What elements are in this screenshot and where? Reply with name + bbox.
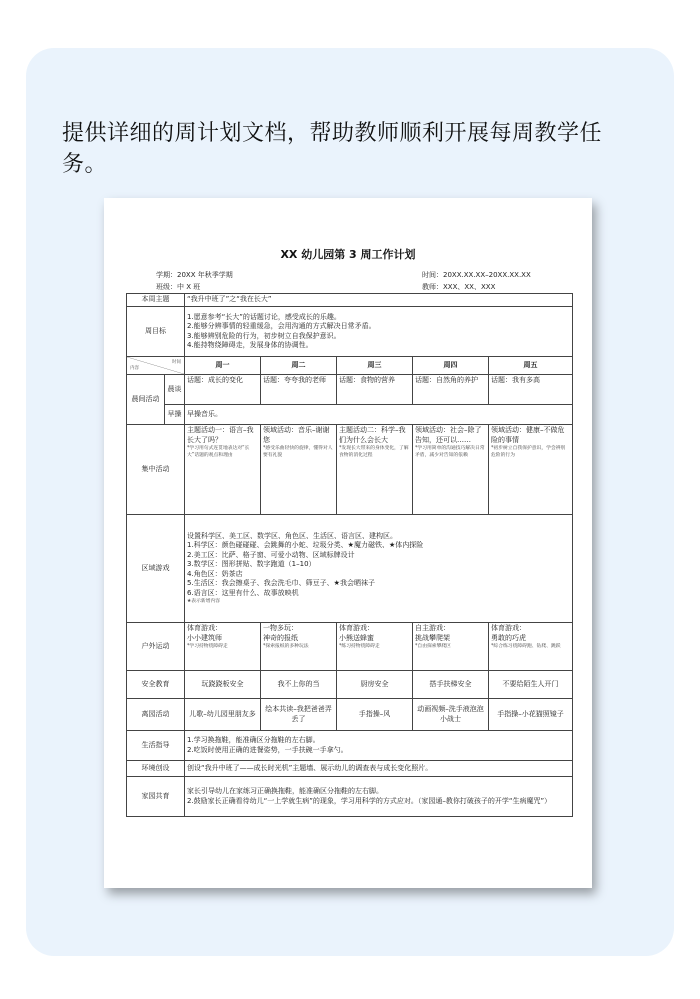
outdoor-kind: 体育游戏： bbox=[187, 624, 222, 632]
outdoor-cell bbox=[185, 623, 261, 671]
activity-note: *学习用简单的沟通技巧解决日常矛盾，减少对告知的依赖 bbox=[415, 446, 485, 458]
theme-row bbox=[127, 294, 573, 307]
leaving-row bbox=[127, 699, 573, 731]
leaving-cell: 绘本共读–我把爸爸弄丢了 bbox=[261, 699, 337, 731]
morning-talk-row bbox=[127, 375, 573, 405]
safety-row bbox=[127, 671, 573, 699]
time-axis-label: 时间 bbox=[172, 360, 181, 365]
activity-note: *发现长大带来的身体变化，了解食物的消化过程 bbox=[339, 446, 409, 458]
weekly-plan-table bbox=[126, 293, 573, 817]
talk-cell: 话题：食物的营养 bbox=[337, 375, 413, 405]
goals-row bbox=[127, 307, 573, 357]
theme-value: “我升中班了”之“我在长大” bbox=[185, 294, 573, 307]
day-monday: 周一 bbox=[185, 357, 261, 375]
home-row bbox=[127, 777, 573, 817]
goal-line: 2.能够分辨事情的轻重缓急，会用沟通的方式解决日常矛盾。 bbox=[187, 322, 376, 330]
life-line: 2.吃饭时使用正确的进餐姿势，一手扶碗一手拿勺。 bbox=[187, 745, 348, 754]
outdoor-name: 小小建筑师 bbox=[187, 633, 222, 642]
exercise-label: 早操 bbox=[165, 405, 185, 425]
day-friday: 周五 bbox=[489, 357, 573, 375]
outdoor-name: 神奇的报纸 bbox=[263, 633, 298, 642]
time-info: 时间：20XX.XX.XX–20XX.XX.XX bbox=[422, 271, 531, 279]
day-thursday: 周四 bbox=[413, 357, 489, 375]
group-activity-label: 集中活动 bbox=[127, 425, 185, 515]
outdoor-cell bbox=[261, 623, 337, 671]
outdoor-name: 挑战攀爬架 bbox=[415, 633, 450, 642]
teacher-info: 教师：XXX、XX、XXX bbox=[422, 283, 496, 291]
zone-line: 1.科学区：颜色碰碰碰、会跳舞的小蛇、垃圾分类、★魔力磁铁、★体内探险 bbox=[187, 541, 424, 550]
group-activity-cell bbox=[413, 425, 489, 515]
goals-label: 周目标 bbox=[127, 307, 185, 357]
outdoor-note: *学习持物绕障碍走 bbox=[187, 644, 228, 649]
outdoor-note: *自由探索攀爬区 bbox=[415, 644, 451, 649]
talk-label: 晨谈 bbox=[165, 375, 185, 405]
safety-cell: 不要给陌生人开门 bbox=[489, 671, 573, 699]
leaving-cell: 手指操–风 bbox=[337, 699, 413, 731]
semester-info: 学期：20XX 年秋季学期 bbox=[156, 271, 233, 279]
content-axis-label: 内容 bbox=[130, 365, 139, 371]
safety-label: 安全教育 bbox=[127, 671, 185, 699]
zone-line: 2.美工区：比萨、格子窗、可爱小动物、区域标牌设计 bbox=[187, 550, 355, 559]
group-activity-row bbox=[127, 425, 573, 515]
activity-note: *学习用句式连贯地表达对“长大”话题的观点和理由 bbox=[187, 446, 250, 458]
env-label: 环境创设 bbox=[127, 761, 185, 777]
activity-note: *初步树立自我保护意识，学会辨别危险的行为 bbox=[491, 446, 566, 458]
goals-text bbox=[185, 307, 573, 357]
env-value: 创设“我升中班了——成长时光机”主题墙、展示幼儿的调查表与成长变化照片。 bbox=[185, 761, 573, 777]
outdoor-cell bbox=[489, 623, 573, 671]
zone-line: 3.数学区：图形拼贴、数字跑道（1–10） bbox=[187, 560, 316, 569]
zone-games-text bbox=[185, 515, 573, 623]
activity-title: 领域活动：健康–不做危险的事情 bbox=[491, 426, 565, 444]
outdoor-note: *探索报纸的多种玩法 bbox=[263, 644, 309, 649]
zone-note: ★表示新增内容 bbox=[187, 599, 221, 605]
home-line: 家长引导幼儿在家练习正确换拖鞋，能准确区分拖鞋的左右脚。 bbox=[187, 787, 383, 795]
outdoor-note: *综合练习绕障碍跑、钻爬、跳跃 bbox=[491, 644, 561, 649]
leaving-cell: 动画视频–洗手液泡泡小战士 bbox=[413, 699, 489, 731]
day-tuesday: 周二 bbox=[261, 357, 337, 375]
outdoor-name: 小熊送蜂蜜 bbox=[339, 633, 374, 642]
activity-note: *感受乐曲轻快的旋律，懂得对人要有礼貌 bbox=[263, 446, 333, 458]
outdoor-note: *练习持物绕障碍走 bbox=[339, 644, 380, 649]
theme-label: 本周主题 bbox=[127, 294, 185, 307]
outdoor-label: 户外运动 bbox=[127, 623, 185, 671]
activity-title: 主题活动二：科学–我们为什么会长大 bbox=[339, 426, 406, 444]
morning-exercise-row bbox=[127, 405, 573, 425]
zone-line: 5.生活区：我会擦桌子、我会洗毛巾、筛豆子、★我会晒袜子 bbox=[187, 579, 375, 588]
group-activity-cell bbox=[337, 425, 413, 515]
page-heading: 提供详细的周计划文档，帮助教师顺利开展每周教学任务。 bbox=[62, 121, 603, 177]
group-activity-cell bbox=[261, 425, 337, 515]
zone-games-label: 区域游戏 bbox=[127, 515, 185, 623]
document-title: XX 幼儿园第 3 周工作计划 bbox=[280, 248, 416, 261]
group-activity-cell bbox=[185, 425, 261, 515]
leaving-label: 离园活动 bbox=[127, 699, 185, 731]
leaving-cell: 儿歌–幼儿园里朋友多 bbox=[185, 699, 261, 731]
outdoor-kind: 自主游戏： bbox=[415, 624, 450, 632]
day-header-row bbox=[127, 357, 573, 375]
env-row bbox=[127, 761, 573, 777]
document-page bbox=[104, 198, 592, 888]
home-label: 家园共育 bbox=[127, 777, 185, 817]
outdoor-cell bbox=[413, 623, 489, 671]
talk-cell: 话题：夸夸我的老师 bbox=[261, 375, 337, 405]
group-activity-cell bbox=[489, 425, 573, 515]
home-text bbox=[185, 777, 573, 817]
zone-line: 6.语言区：这里有什么、故事放映机 bbox=[187, 588, 299, 597]
outdoor-name: 勇敢的巧虎 bbox=[491, 633, 526, 642]
outdoor-kind: 体育游戏： bbox=[339, 624, 374, 632]
life-row bbox=[127, 731, 573, 761]
class-info: 班级：中 X 班 bbox=[156, 283, 201, 291]
talk-cell: 话题：成长的变化 bbox=[185, 375, 261, 405]
goal-line: 3.能够辨别危险的行为，初步树立自我保护意识。 bbox=[187, 331, 341, 340]
talk-cell: 话题：自然角的养护 bbox=[413, 375, 489, 405]
outdoor-kind: 一物多玩： bbox=[263, 624, 298, 632]
leaving-cell: 手指操–小花猫照镜子 bbox=[489, 699, 573, 731]
outdoor-cell bbox=[337, 623, 413, 671]
activity-title: 领域活动：社会–除了告知，还可以…… bbox=[415, 426, 482, 444]
safety-cell: 我不上你的当 bbox=[261, 671, 337, 699]
safety-cell: 厨房安全 bbox=[337, 671, 413, 699]
activity-title: 主题活动一：语言–我长大了吗？ bbox=[187, 426, 254, 444]
morning-label: 晨间活动 bbox=[127, 375, 165, 425]
life-text bbox=[185, 731, 573, 761]
home-line: 2.鼓励家长正确看待幼儿“一上学就生病”的现象，学习用科学的方式应对。（家园通–教你打破孩子的开学“生病魔咒”） bbox=[187, 796, 552, 805]
goal-line: 4.能持物绕障碍走，发展身体的协调性。 bbox=[187, 341, 313, 349]
activity-title: 领域活动：音乐–谢谢您 bbox=[263, 426, 330, 444]
life-label: 生活指导 bbox=[127, 731, 185, 761]
safety-cell: 玩跷跷板安全 bbox=[185, 671, 261, 699]
diagonal-header-cell bbox=[127, 357, 185, 375]
life-line: 1.学习换拖鞋，能准确区分拖鞋的左右脚。 bbox=[187, 736, 320, 744]
day-wednesday: 周三 bbox=[337, 357, 413, 375]
zone-line: 设置科学区、美工区、数学区、角色区、生活区、语言区、建构区。 bbox=[187, 531, 397, 540]
safety-cell: 搭手扶梯安全 bbox=[413, 671, 489, 699]
outdoor-kind: 体育游戏： bbox=[491, 624, 526, 632]
goal-line: 1.愿意参考“长大”的话题讨论，感受成长的乐趣。 bbox=[187, 312, 341, 321]
zone-games-row bbox=[127, 515, 573, 623]
outdoor-row bbox=[127, 623, 573, 671]
exercise-value: 早操音乐。 bbox=[185, 405, 573, 425]
zone-line: 4.角色区：奶茶店 bbox=[187, 569, 243, 578]
talk-cell: 话题：我有多高 bbox=[489, 375, 573, 405]
